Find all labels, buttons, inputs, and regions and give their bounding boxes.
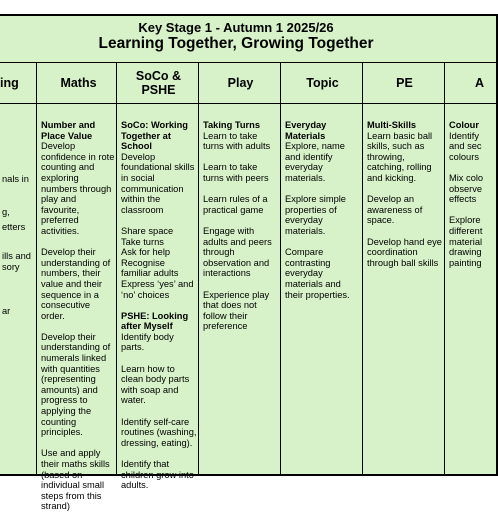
maths-item: Develop their understanding of numerals linked with quantities (representing amounts) and progress to applying the counting principles. bbox=[41, 331, 111, 438]
pshe-item: Learn how to clean body parts with soap and water. bbox=[121, 363, 190, 406]
soco-list-item: Share space bbox=[121, 225, 174, 236]
art-item: Mix colo observe effects bbox=[449, 172, 484, 205]
page-title: Learning Together, Growing Together bbox=[98, 35, 374, 52]
topic-item: Compare contrasting everyday materials and their properties. bbox=[285, 247, 350, 300]
pe-item: Develop an awareness of space. bbox=[367, 194, 423, 226]
art-column bbox=[444, 104, 496, 474]
pshe-item: Identify that children grow into adults. bbox=[121, 459, 194, 491]
play-item: Engage with adults and peers through observation and interactions bbox=[203, 225, 272, 279]
play-item: Learn rules of a practical game bbox=[203, 194, 268, 215]
soco-list-item: Express ‘yes’ and ‘no’ choices bbox=[121, 278, 194, 300]
soco-heading: SoCo: Working Together at School bbox=[121, 120, 188, 152]
maths-heading: Number and Place Value bbox=[41, 120, 96, 141]
maths-column bbox=[36, 104, 118, 512]
literacy-fragment: etters bbox=[2, 222, 26, 232]
maths-item: Use and apply their maths skills (based on individual small steps from this strand) bbox=[41, 448, 110, 512]
soco-list-item: Ask for help bbox=[121, 247, 171, 258]
play-heading: Taking Turns bbox=[203, 120, 260, 130]
topic-column bbox=[280, 104, 364, 474]
soco-list-item: Take turns bbox=[121, 236, 164, 247]
content-row bbox=[0, 104, 496, 512]
literacy-fragment: g, bbox=[2, 207, 10, 217]
play-item: Learn to take turns with peers bbox=[203, 162, 269, 183]
pe-column bbox=[362, 104, 446, 474]
topic-item: Explore simple properties of everyday materials. bbox=[285, 194, 346, 236]
pshe-item: Identify self-care routines (washing, dressing, eating). bbox=[121, 416, 197, 448]
art-item: Explore different material drawing painting bbox=[449, 215, 483, 268]
column-header-play: Play bbox=[198, 63, 282, 103]
literacy-fragment: nals in bbox=[2, 174, 29, 184]
art-heading: Colour bbox=[449, 120, 479, 130]
column-header-row bbox=[0, 62, 496, 104]
pe-item: Learn basic ball skills, such as throwing, catching, rolling and kicking. bbox=[367, 130, 433, 183]
soco-pshe-column bbox=[116, 104, 200, 491]
column-header-soco-pshe: SoCo & PSHE bbox=[116, 63, 200, 103]
pshe-intro: Identify body parts. bbox=[121, 331, 174, 353]
play-column bbox=[198, 104, 282, 474]
play-item: Learn to take turns with adults bbox=[203, 130, 271, 152]
pshe-heading: PSHE: Looking after Myself bbox=[121, 310, 189, 332]
literacy-column bbox=[0, 104, 38, 474]
play-item: Experience play that does not follow their preference bbox=[203, 289, 270, 332]
curriculum-sheet bbox=[0, 14, 498, 512]
soco-list-item: Recognise familiar adults bbox=[121, 257, 179, 279]
topic-heading: Everyday Materials bbox=[285, 120, 327, 141]
column-header-maths: Maths bbox=[36, 63, 120, 103]
literacy-fragment: ar bbox=[2, 306, 11, 316]
column-header-literacy: ing bbox=[0, 76, 19, 90]
maths-item: Develop confidence in rote counting and exploring numbers through play and favourite, preferred activities. bbox=[41, 141, 115, 236]
column-header-art: A bbox=[444, 63, 496, 103]
pe-heading: Multi-Skills bbox=[367, 120, 417, 130]
column-header-pe: PE bbox=[362, 63, 446, 103]
topic-item: Explore, name and identify everyday materials. bbox=[285, 141, 345, 183]
soco-intro: Develop foundational skills in social communication within the classroom bbox=[121, 151, 195, 215]
key-stage-title: Key Stage 1 - Autumn 1 2025/26 bbox=[138, 20, 334, 35]
maths-item: Develop their understanding of numbers, their value and their sequence in a consecutive order. bbox=[41, 247, 111, 321]
column-header-topic: Topic bbox=[280, 63, 364, 103]
literacy-fragment: ills and bbox=[2, 251, 31, 261]
pe-item: Develop hand eye coordination through ball skills bbox=[367, 236, 442, 268]
art-item: Identify and sec colours bbox=[449, 130, 482, 162]
literacy-fragment: sory bbox=[2, 262, 20, 272]
